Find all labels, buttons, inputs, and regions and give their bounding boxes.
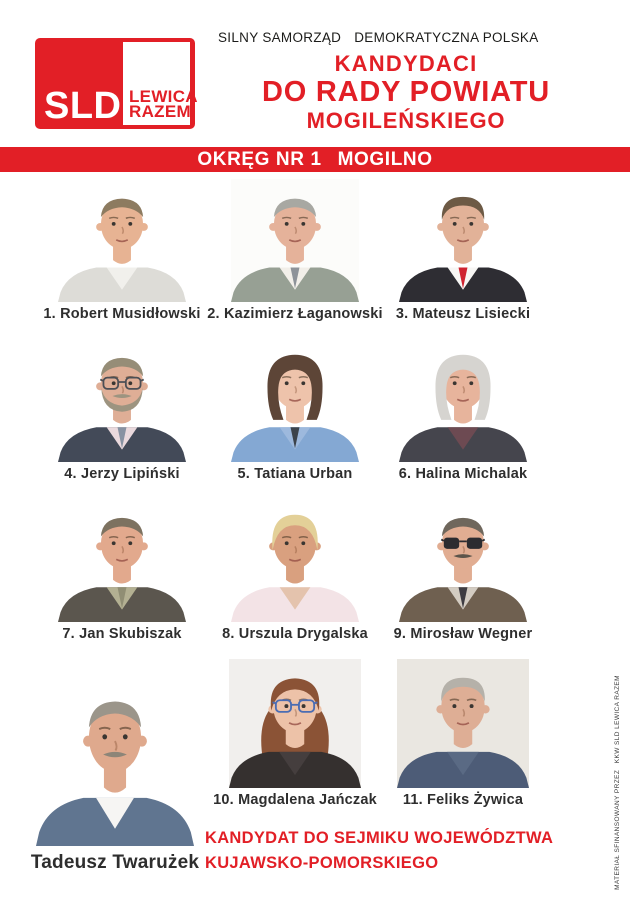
featured-role-line-1: KANDYDAT DO SEJMIKU WOJEWÓDZTWA: [205, 829, 554, 847]
sld-logo: [35, 38, 198, 129]
candidate-photo: [58, 498, 186, 622]
featured-candidate-photo: [36, 674, 194, 846]
candidate-card: [368, 659, 558, 808]
candidate-name: 7. Jan Skubiszak: [62, 626, 182, 642]
banner-city: MOGILNO: [337, 148, 433, 170]
candidate-name: 2. Kazimierz Łaganowski: [207, 306, 383, 322]
candidate-name: 4. Jerzy Lipiński: [64, 466, 180, 482]
title-line-3: MOGILEŃSKIEGO: [306, 108, 506, 133]
candidate-photo: [58, 179, 186, 302]
candidate-photo: [231, 498, 359, 622]
candidate-card: [368, 498, 558, 642]
funding-note: MATERIAŁ SFINANSOWANY PRZEZ KKW SLD LEWICA RAZEM: [614, 675, 621, 890]
candidate-card: [27, 338, 217, 482]
candidate-photo: [231, 338, 359, 462]
candidate-card: [27, 179, 217, 322]
title-line-2: DO RADY POWIATU: [261, 76, 551, 108]
header-slogan: [218, 30, 539, 45]
sld-logo-text: SLD: [44, 85, 122, 128]
candidate-card: [368, 179, 558, 322]
featured-candidate-role: [205, 826, 553, 876]
title-line-1: KANDYDACI: [334, 51, 478, 76]
featured-candidate-name: Tadeusz Twarużek: [30, 852, 200, 873]
logo-lewica-text: LEWICA: [129, 86, 198, 106]
candidate-card: [200, 498, 390, 642]
candidate-name: 8. Urszula Drygalska: [222, 626, 368, 642]
candidate-card: [27, 498, 217, 642]
candidate-photo: [397, 659, 529, 788]
candidate-name: 5. Tatiana Urban: [237, 466, 353, 482]
candidate-card: [200, 179, 390, 322]
slogan-left: SILNY SAMORZĄD: [218, 30, 342, 45]
candidate-name: 1. Robert Musidłowski: [43, 306, 201, 322]
candidate-photo: [229, 659, 361, 788]
candidate-name: 3. Mateusz Lisiecki: [395, 306, 531, 322]
district-banner: [0, 147, 630, 172]
candidate-photo: [399, 179, 527, 302]
candidate-name: 10. Magdalena Jańczak: [213, 792, 377, 808]
banner-district: OKRĘG NR 1: [197, 148, 322, 170]
candidate-name: 6. Halina Michalak: [398, 466, 528, 482]
sld-logo-white-panel: [123, 42, 198, 125]
candidate-card: [200, 338, 390, 482]
candidate-photo: [399, 338, 527, 462]
candidate-name: 11. Feliks Żywica: [402, 792, 524, 808]
candidate-card: [200, 659, 390, 808]
featured-candidate-card: [20, 674, 210, 874]
poster-title: [228, 51, 584, 134]
candidate-photo: [231, 179, 359, 302]
candidate-name: 9. Mirosław Wegner: [393, 626, 533, 642]
slogan-right: DEMOKRATYCZNA POLSKA: [354, 30, 539, 45]
featured-role-line-2: KUJAWSKO-POMORSKIEGO: [205, 854, 439, 872]
candidate-photo: [58, 338, 186, 462]
logo-razem-text: RAZEM: [129, 102, 191, 122]
candidate-card: [368, 338, 558, 482]
candidate-photo: [399, 498, 527, 622]
